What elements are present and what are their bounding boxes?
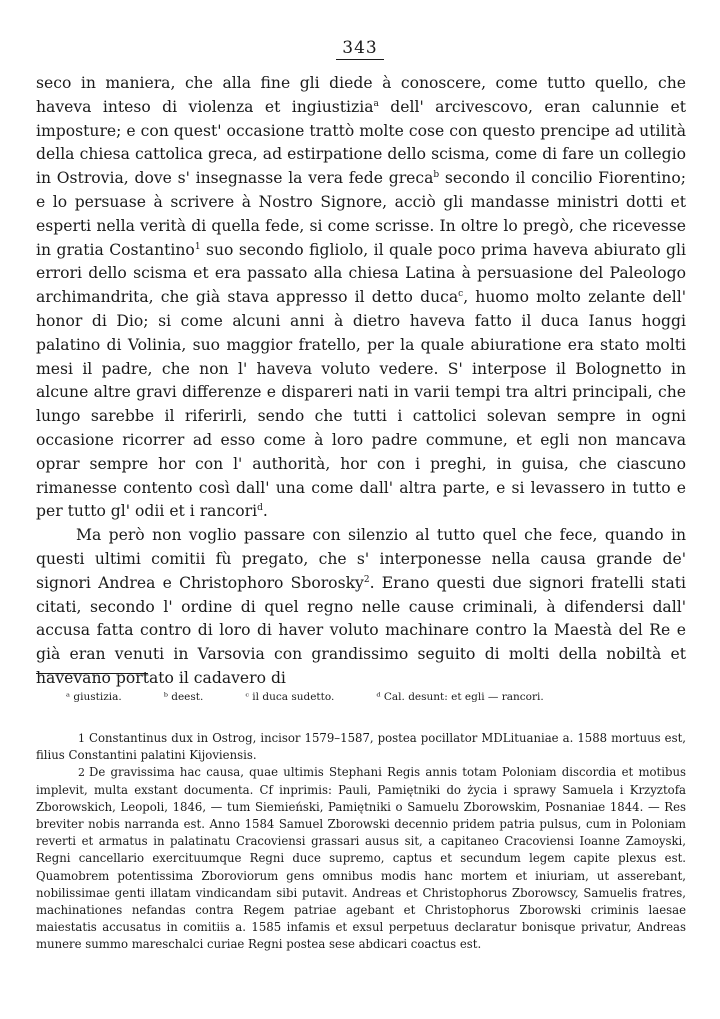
note-reference: 2	[363, 574, 370, 585]
textual-note: ᶜ il duca sudetto.	[245, 691, 335, 703]
page-number: 343	[0, 38, 720, 58]
note-reference: b	[433, 170, 440, 180]
note-reference: c	[458, 288, 464, 299]
paragraph-text: secondo il concilio Fiorentino; e lo persuase à scrivere à Nostro Signore, acciò gli mandasse ministri dotti et esperti nella verità di quella fede, si come scrisse. In oltre lo pregò, che ricevesse in gratia Costantino	[36, 169, 686, 259]
paragraph-text: , huomo molto zelante dell' honor di Dio; si come alcuni anni à dietro haveva fatto il duca Ianus hoggi palatino di Volinia, suo maggior fratello, per la quale abiuratione era stato molti mesi il padre, che non l' haveva voluto vedere. S' interpose il Bolognetto in alcune altre gravi differenze e dispareri nati in varii tempi tra altri principali, che lungo sarebbe il riferirli, sendo che tutti i cattolici solevan sempre in ogni occasione ricorrer ad esso come à loro padre commune, et egli non mancava oprar sempre hor con l' authorità, hor con i preghi, in guisa, che ciascuno rimanesse contento così dall' una come dall' altra parte, e si levassero in tutto e per tutto gl' odii et i rancori	[36, 288, 686, 521]
footnote-text: De gravissima hac causa, quae ultimis Stephani Regis annis totam Poloniam discordia et motibus implevit, multa exstant documenta. Cf inprimis: Pauli, Pamiętniki do życia i sprawy Samuela i Krzyztofa Zborowskich, Leopoli, 1846, — tum Siemieński, Pamiętniki o Samuelu Zborowskim, Posnaniae 1844. — Res breviter nobis narranda est. Anno 1584 Samuel Zborowski decennio pridem patria pulsus, cum in Poloniam reverti et armatus in palatinatu Cracoviensi grassari ausus sit, a capitaneo Cracoviensi Ioanne Zamoyski, Regni cancellario exercituumque Regni duce supremo, captus et secundum legem capite plexus est. Quamobrem potentissima Zboroviorum gens omnibus modis hanc mortem et iniuriam, ut asserebant, nobilissimae genti illatam vindicandam sibi putavit. Andreas et Christophorus Zborowscy, Samuelis fratres, machinationes nefandas contra Regem patriae agebant et Christophorus Zborowski criminis laesae maiestatis accusatus in comitiis a. 1585 infamis et exsul perpetuus declaratur bonisque privatur, Andreas munere summo mareschalci curiae Regni postea sese abdicari coactus est.	[36, 765, 686, 952]
paragraph-text: suo secondo figliolo, il quale poco prima haveva abiurato gli errori dello scisma et era passato alla chiesa Latina à persuasione del Paleologo archimandrita, che già stava appresso il detto duca	[36, 240, 686, 307]
textual-note: ᵈ Cal. desunt: et egli — rancori.	[376, 691, 544, 703]
paragraph-text: Ma però non voglio passare con silenzio al tutto quel che fece, quando in questi ultimi comitii fù pregato, che s' interponesse nella causa grande de' signori Andrea e Christophoro Sborosky	[36, 526, 686, 592]
footnote-text: Constantinus dux in Ostrog, incisor 1579–1587, postea pocillator MDLituaniae a. 1588 mortuus est, filius Constantini palatini Kijoviensis.	[36, 731, 686, 763]
footnote-mark: 2	[78, 766, 85, 780]
textual-notes	[66, 690, 666, 704]
paragraph-text: . Erano questi due signori fratelli stati citati, secondo l' ordine di quel regno nelle cause criminali, à difendersi dall' accusa fatta contro di loro di haver voluto machinare contro la Maestà del Re e già eran venuti in Varsovia con grandissimo seguito di molti della nobiltà et havevano portato il cadavero di	[36, 573, 686, 687]
footnotes	[36, 730, 686, 954]
body-paragraph	[36, 72, 686, 524]
textual-note: ᵃ giustizia.	[66, 691, 122, 703]
textual-note: ᵇ deest.	[163, 691, 204, 703]
note-reference: a	[373, 98, 379, 109]
note-reference: 1	[194, 241, 201, 252]
footnote	[36, 730, 686, 764]
footnote-separator	[36, 673, 148, 674]
paragraph-text: .	[262, 502, 268, 521]
footnote-mark: 1	[78, 732, 85, 745]
footnote	[36, 764, 686, 953]
paragraph-text: seco in maniera, che alla fine gli diede à conoscere, come tutto quello, che haveva inteso di violenza et ingiustizia	[36, 74, 686, 116]
body-paragraph	[36, 524, 686, 691]
paragraph-text: dell' arcivescovo, eran calunnie et imposture; e con quest' occasione trattò molte cose con questo prencipe ad utilità della chiesa cattolica greca, ad estirpatione dello scisma, come di fare un collegio in Ostrovia, dove s' insegnasse la vera fede greca	[36, 97, 686, 188]
note-reference: d	[257, 503, 263, 514]
main-text	[36, 72, 686, 691]
